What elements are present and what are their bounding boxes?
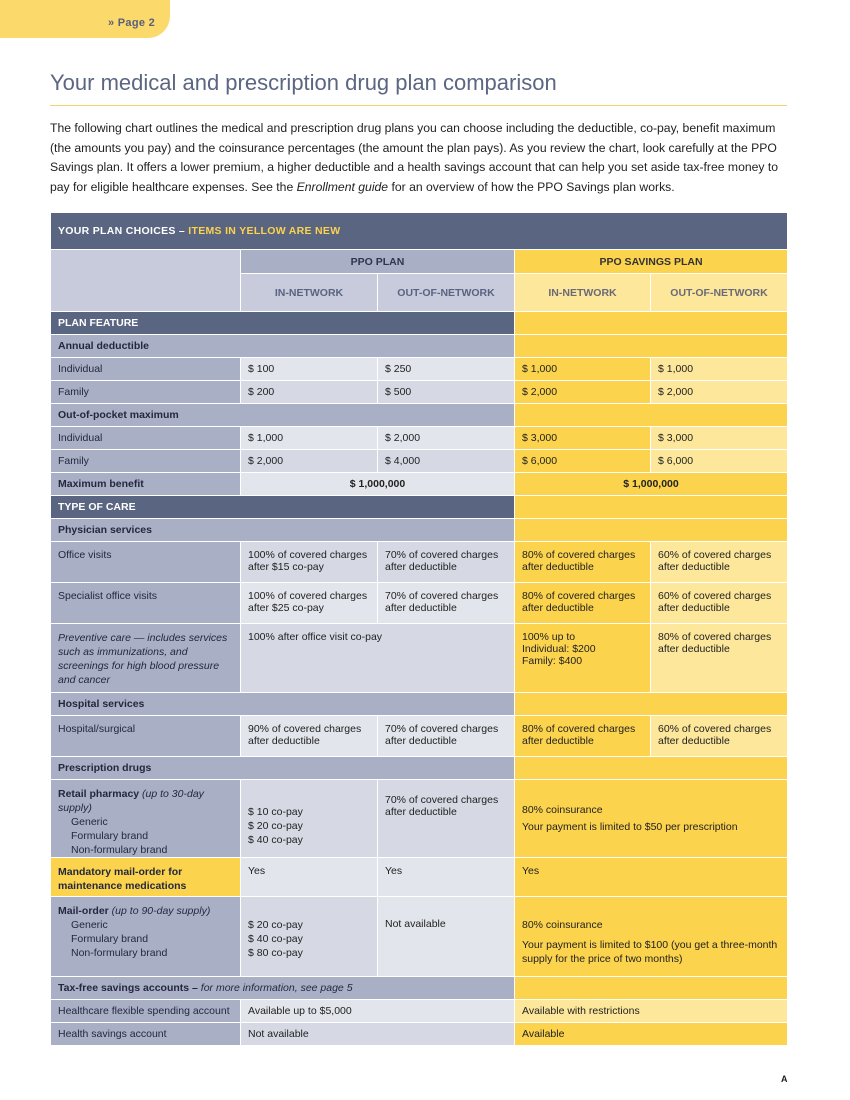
- row-label: Family: [51, 450, 241, 473]
- table-header-new-label: ITEMS IN YELLOW ARE NEW: [188, 225, 341, 237]
- savings-out-value: 80% of covered charges after deductible: [651, 624, 788, 693]
- section-gold-fill: [515, 404, 788, 427]
- section-row: [51, 757, 788, 780]
- plan-name-row: [51, 250, 788, 274]
- table-row: [51, 897, 788, 977]
- table-row: [51, 1000, 788, 1023]
- ppo-in-value: 100% of covered charges after $25 co-pay: [241, 583, 378, 624]
- intro-text-end: for an overview of how the PPO Savings plan works.: [388, 179, 675, 194]
- savings-in-network-header: IN-NETWORK: [515, 274, 651, 312]
- section-row: [51, 335, 788, 358]
- savings-value: Available with restrictions: [515, 1000, 788, 1023]
- ppo-in-value: $ 1,000: [241, 427, 378, 450]
- savings-out-value: $ 2,000: [651, 381, 788, 404]
- savings-in-value: $ 3,000: [515, 427, 651, 450]
- ppo-out-value: 70% of covered charges after deductible: [378, 780, 515, 858]
- ppo-in-value: Yes: [241, 858, 378, 897]
- ppo-in-value: $ 2,000: [241, 450, 378, 473]
- table-row: [51, 780, 788, 858]
- table-row: [51, 583, 788, 624]
- table-header-label: YOUR PLAN CHOICES –: [58, 225, 189, 237]
- ppo-out-value: 70% of covered charges after deductible: [378, 583, 515, 624]
- table-row: [51, 542, 788, 583]
- intro-text: The following chart outlines the medical and prescription drug plans you can choose including the deductible, co-pay, benefit maximum (the amounts you pay) and the coinsurance percentages (the amount the plan pays). As you review the chart, look carefully at the PPO Savings plan. It offers a lower premium, a higher deductible and a health savings account that can help you set aside tax-free money to pay for eligible healthcare expenses. See the: [50, 121, 779, 194]
- savings-max-benefit: $ 1,000,000: [515, 473, 788, 496]
- ppo-out-value: 70% of covered charges after deductible: [378, 716, 515, 757]
- savings-in-value: $ 1,000: [515, 358, 651, 381]
- savings-out-value: 60% of covered charges after deductible: [651, 542, 788, 583]
- row-label: Retail pharmacy (up to 30-day supply) Generic Formulary brand Non-formulary brand: [51, 780, 241, 858]
- section-row: [51, 977, 788, 1000]
- table-row: [51, 716, 788, 757]
- table-row: [51, 858, 788, 897]
- table-row: [51, 381, 788, 404]
- savings-out-value: $ 1,000: [651, 358, 788, 381]
- savings-in-value: $ 2,000: [515, 381, 651, 404]
- savings-in-value: 80% of covered charges after deductible: [515, 716, 651, 757]
- plan-comparison-table: [50, 212, 788, 1046]
- ppo-in-value: $ 100: [241, 358, 378, 381]
- table-row: [51, 624, 788, 693]
- ppo-in-value: 100% of covered charges after $15 co-pay: [241, 542, 378, 583]
- row-label: Family: [51, 381, 241, 404]
- header-spacer: [51, 250, 241, 312]
- row-label: Preventive care — includes services such as immunizations, and screenings for high blood pressure and cancer: [51, 624, 241, 693]
- row-label: Hospital/surgical: [51, 716, 241, 757]
- type-of-care-heading: TYPE OF CARE: [51, 496, 515, 519]
- plan-feature-gold-band: [515, 312, 788, 335]
- section-gold-fill: [515, 335, 788, 358]
- ppo-savings-plan-header: PPO SAVINGS PLAN: [515, 250, 788, 274]
- section-row: [51, 519, 788, 542]
- savings-value: Available: [515, 1023, 788, 1046]
- section-hospital-services: Hospital services: [51, 693, 515, 716]
- savings-value: 80% coinsurance Your payment is limited to $50 per prescription: [515, 780, 788, 858]
- savings-out-value: 60% of covered charges after deductible: [651, 583, 788, 624]
- section-row: [51, 693, 788, 716]
- section-annual-deductible: Annual deductible: [51, 335, 515, 358]
- row-label: Maximum benefit: [51, 473, 241, 496]
- ppo-out-value: $ 2,000: [378, 427, 515, 450]
- savings-value: 80% coinsurance Your payment is limited to $100 (you get a three-month supply for the price of two months): [515, 897, 788, 977]
- row-label: Individual: [51, 427, 241, 450]
- ppo-out-network-header: OUT-OF-NETWORK: [378, 274, 515, 312]
- row-label: Specialist office visits: [51, 583, 241, 624]
- savings-out-value: 60% of covered charges after deductible: [651, 716, 788, 757]
- savings-value: Yes: [515, 858, 788, 897]
- footer-letter: A: [781, 1074, 788, 1084]
- row-label: Office visits: [51, 542, 241, 583]
- savings-in-value: 100% up to Individual: $200 Family: $400: [515, 624, 651, 693]
- table-row: [51, 358, 788, 381]
- ppo-out-value: Yes: [378, 858, 515, 897]
- ppo-in-value: $ 200: [241, 381, 378, 404]
- ppo-value: Not available: [241, 1023, 515, 1046]
- table-header: [51, 213, 788, 250]
- type-of-care-band: [51, 496, 788, 519]
- ppo-out-value: 70% of covered charges after deductible: [378, 542, 515, 583]
- section-gold-fill: [515, 757, 788, 780]
- row-label: Individual: [51, 358, 241, 381]
- section-physician-services: Physician services: [51, 519, 515, 542]
- section-oop-max: Out-of-pocket maximum: [51, 404, 515, 427]
- savings-out-value: $ 6,000: [651, 450, 788, 473]
- table-header-row: [51, 213, 788, 250]
- row-label: Healthcare flexible spending account: [51, 1000, 241, 1023]
- section-tax-free-accounts: Tax-free savings accounts – for more information, see page 5: [51, 977, 515, 1000]
- plan-feature-heading: PLAN FEATURE: [51, 312, 515, 335]
- page-number-tab: » Page 2: [0, 0, 170, 38]
- savings-in-value: $ 6,000: [515, 450, 651, 473]
- table-row: [51, 473, 788, 496]
- savings-out-network-header: OUT-OF-NETWORK: [651, 274, 788, 312]
- savings-in-value: 80% of covered charges after deductible: [515, 542, 651, 583]
- row-label: Health savings account: [51, 1023, 241, 1046]
- savings-in-value: 80% of covered charges after deductible: [515, 583, 651, 624]
- ppo-out-value: $ 4,000: [378, 450, 515, 473]
- section-row: [51, 404, 788, 427]
- section-prescription-drugs: Prescription drugs: [51, 757, 515, 780]
- ppo-out-value: $ 250: [378, 358, 515, 381]
- page-title: Your medical and prescription drug plan comparison: [50, 70, 787, 106]
- ppo-out-value: $ 500: [378, 381, 515, 404]
- intro-paragraph: [50, 119, 790, 197]
- type-of-care-gold-band: [515, 496, 788, 519]
- intro-emphasis: Enrollment guide: [296, 179, 389, 194]
- ppo-in-value: $ 20 co-pay $ 40 co-pay $ 80 co-pay: [241, 897, 378, 977]
- table-row: [51, 1023, 788, 1046]
- ppo-in-value: $ 10 co-pay $ 20 co-pay $ 40 co-pay: [241, 780, 378, 858]
- row-label: Mail-order (up to 90-day supply) Generic Formulary brand Non-formulary brand: [51, 897, 241, 977]
- ppo-in-value: 90% of covered charges after deductible: [241, 716, 378, 757]
- savings-out-value: $ 3,000: [651, 427, 788, 450]
- section-gold-fill: [515, 693, 788, 716]
- table-row: [51, 450, 788, 473]
- ppo-plan-header: PPO PLAN: [241, 250, 515, 274]
- plan-feature-band: [51, 312, 788, 335]
- section-gold-fill: [515, 977, 788, 1000]
- ppo-max-benefit: $ 1,000,000: [241, 473, 515, 496]
- ppo-value: Available up to $5,000: [241, 1000, 515, 1023]
- ppo-out-value: Not available: [378, 897, 515, 977]
- ppo-in-network-header: IN-NETWORK: [241, 274, 378, 312]
- section-gold-fill: [515, 519, 788, 542]
- row-label-new: Mandatory mail-order for maintenance medications: [51, 858, 241, 897]
- table-row: [51, 427, 788, 450]
- ppo-preventive-value: 100% after office visit co-pay: [241, 624, 515, 693]
